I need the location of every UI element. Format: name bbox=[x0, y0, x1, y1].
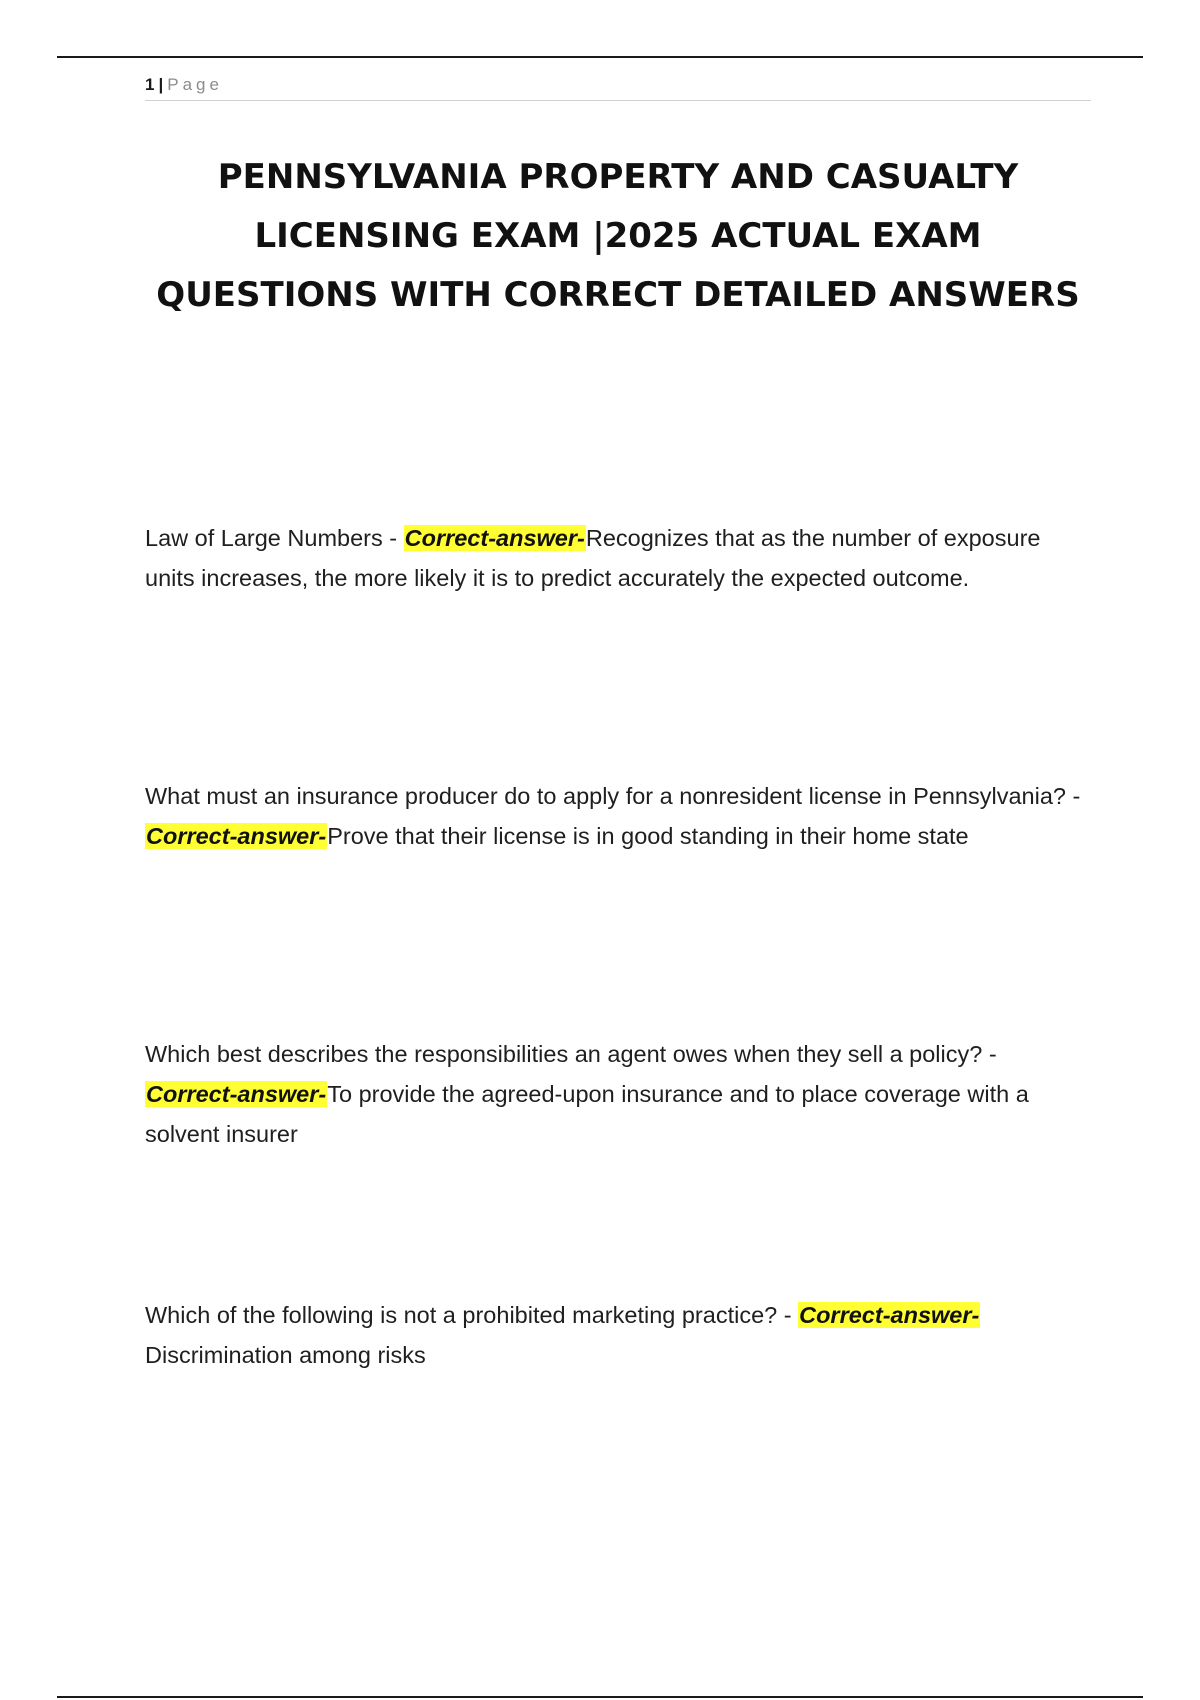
qa-item bbox=[145, 1295, 1091, 1375]
page-separator: | bbox=[158, 75, 164, 94]
question-text: Which of the following is not a prohibited marketing practice? - bbox=[145, 1302, 799, 1328]
qa-item bbox=[145, 518, 1091, 598]
correct-answer-tag: Correct-answer- bbox=[146, 823, 327, 849]
page-header bbox=[145, 74, 1091, 101]
answer-text: Recognizes that as the number of exposure units increases, the more likely it is to predict accurately the expected outcome. bbox=[145, 525, 1041, 591]
question-text: Law of Large Numbers - bbox=[145, 525, 404, 551]
answer-text: Discrimination among risks bbox=[145, 1342, 426, 1368]
question-text: What must an insurance producer do to apply for a nonresident license in Pennsylvania? - bbox=[145, 783, 1081, 809]
correct-answer-tag: Correct-answer- bbox=[799, 1302, 980, 1328]
page-label: Page bbox=[167, 75, 223, 94]
correct-answer-tag: Correct-answer- bbox=[146, 1081, 327, 1107]
answer-text: Prove that their license is in good standing in their home state bbox=[327, 823, 969, 849]
top-rule bbox=[57, 56, 1143, 58]
answer-text: To provide the agreed-upon insurance and to place coverage with a solvent insurer bbox=[145, 1081, 1029, 1147]
document-title: PENNSYLVANIA PROPERTY AND CASUALTY LICENSING EXAM |2025 ACTUAL EXAM QUESTIONS WITH CORRECT DETAILED ANSWERS bbox=[156, 157, 1080, 315]
correct-answer-tag: Correct-answer- bbox=[404, 525, 585, 551]
question-text: Which best describes the responsibilities an agent owes when they sell a policy? - bbox=[145, 1041, 997, 1067]
page-number: 1 bbox=[145, 75, 155, 94]
bottom-rule bbox=[57, 1696, 1143, 1698]
qa-item bbox=[145, 1034, 1091, 1154]
qa-item bbox=[145, 776, 1091, 856]
